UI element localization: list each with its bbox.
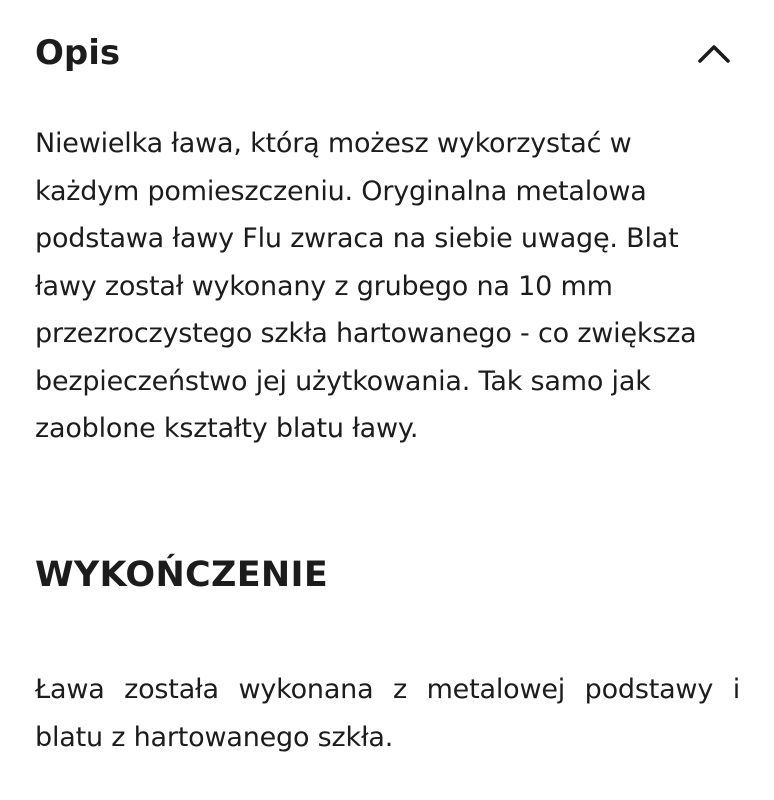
description-line: przezroczystego szkła hartowanego - co zwiększa <box>35 318 697 349</box>
description-line: podstawa ławy Flu zwraca na siebie uwagę. Blat <box>35 223 679 254</box>
description-text <box>35 120 740 453</box>
chevron-up-icon[interactable] <box>696 40 732 66</box>
description-line: bezpieczeństwo jej użytkowania. Tak samo jak <box>35 365 651 397</box>
accordion-title: Opis <box>35 33 121 73</box>
finish-text: Ława została wykonana z metalowej podstawy i blatu z hartowanego szkła. <box>35 674 740 753</box>
description-line: zaoblone kształty blatu ławy. <box>35 413 419 444</box>
finish-heading: WYKOŃCZENIE <box>35 555 329 595</box>
description-line: Niewielka ława, którą możesz wykorzystać w <box>35 128 632 159</box>
description-line: każdym pomieszczeniu. Oryginalna metalowa <box>35 175 647 207</box>
description-accordion-header[interactable] <box>0 0 774 104</box>
description-line: ławy został wykonany z grubego na 10 mm <box>35 270 613 302</box>
